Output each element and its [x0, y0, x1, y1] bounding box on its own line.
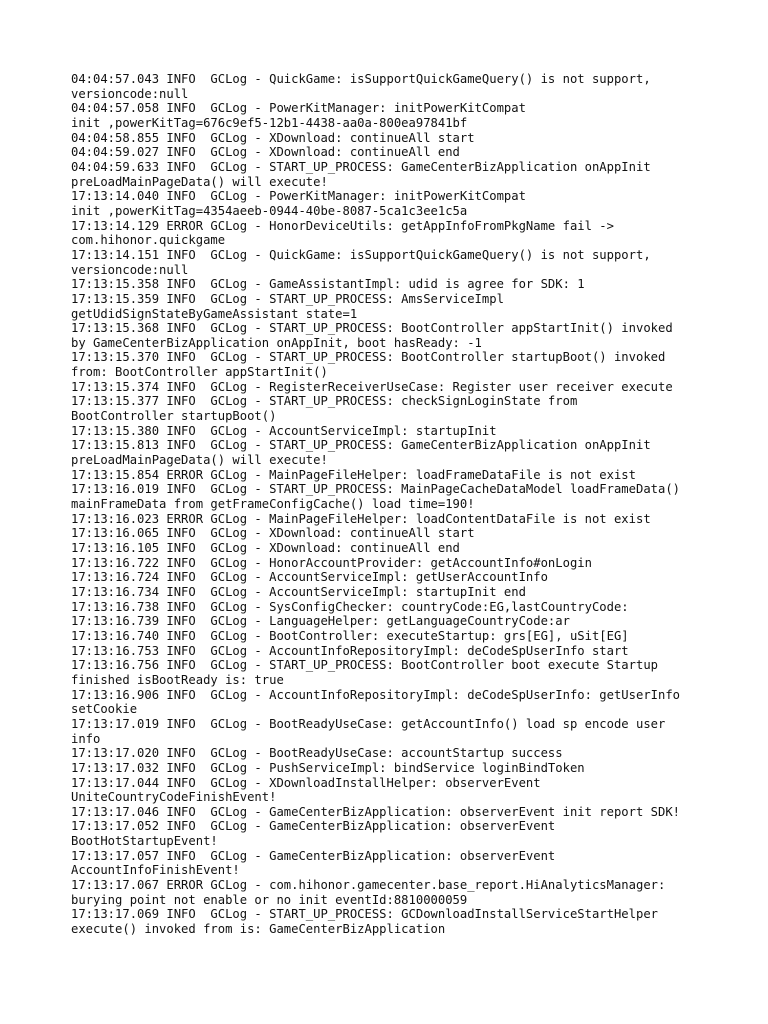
- log-line: com.hihonor.quickgame: [71, 233, 226, 248]
- log-line: 17:13:15.359 INFO GCLog - START_UP_PROCESS: AmsServiceImpl: [71, 291, 504, 306]
- log-line: 17:13:16.105 INFO GCLog - XDownload: continueAll end: [71, 541, 460, 555]
- log-line: info: [71, 731, 101, 746]
- log-line: 17:13:16.724 INFO GCLog - AccountServiceImpl: getUserAccountInfo: [71, 570, 548, 585]
- log-line: versioncode:null: [71, 86, 189, 101]
- log-line: 17:13:17.067 ERROR GCLog - com.hihonor.gamecenter.base_report.HiAnalyticsManager:: [71, 878, 666, 893]
- log-line: 17:13:16.722 INFO GCLog - HonorAccountProvider: getAccountInfo#onLogin: [71, 555, 592, 570]
- log-line: 17:13:17.052 INFO GCLog - GameCenterBizApplication: observerEvent: [71, 819, 556, 834]
- log-line: from: BootController appStartInit(): [71, 365, 328, 380]
- log-line: 17:13:15.370 INFO GCLog - START_UP_PROCESS: BootController startupBoot() invoked: [71, 350, 666, 365]
- log-line: 17:13:15.377 INFO GCLog - START_UP_PROCESS: checkSignLoginState from: [71, 394, 578, 409]
- log-line: 04:04:57.058 INFO GCLog - PowerKitManager: initPowerKitCompat: [71, 101, 526, 116]
- log-line: getUdidSignStateByGameAssistant state=1: [71, 306, 358, 321]
- log-line: finished isBootReady is: true: [71, 672, 284, 687]
- log-line: UniteCountryCodeFinishEvent!: [71, 790, 277, 805]
- log-line: 17:13:16.740 INFO GCLog - BootController: executeStartup: grs[EG], uSit[EG]: [71, 628, 629, 643]
- log-line: burying point not enable or no init eventId:8810000059: [71, 892, 468, 907]
- log-line: 17:13:15.358 INFO GCLog - GameAssistantImpl: udid is agree for SDK: 1: [71, 277, 585, 292]
- log-line: 17:13:16.906 INFO GCLog - AccountInfoRepositoryImpl: deCodeSpUserInfo: getUserInfo: [71, 687, 681, 702]
- log-line: 17:13:16.739 INFO GCLog - LanguageHelper: getLanguageCountryCode:ar: [71, 614, 570, 629]
- log-line: 17:13:14.151 INFO GCLog - QuickGame: isSupportQuickGameQuery() is not support,: [71, 247, 651, 262]
- log-line: 04:04:58.855 INFO GCLog - XDownload: continueAll start: [71, 130, 475, 145]
- log-line: 17:13:17.019 INFO GCLog - BootReadyUseCase: getAccountInfo() load sp encode user: [71, 716, 666, 731]
- log-line: 17:13:15.374 INFO GCLog - RegisterReceiverUseCase: Register user receiver execute: [71, 379, 673, 394]
- log-line: execute() invoked from is: GameCenterBizApplication: [71, 922, 446, 937]
- log-line: init ,powerKitTag=4354aeeb-0944-40be-8087-5ca1c3ee1c5a: [71, 203, 468, 218]
- log-line: 17:13:16.756 INFO GCLog - START_UP_PROCESS: BootController boot execute Startup: [71, 658, 658, 673]
- log-line: 17:13:15.368 INFO GCLog - START_UP_PROCESS: BootController appStartInit() invoked: [71, 321, 673, 336]
- log-text-block: [71, 72, 711, 937]
- log-line: 17:13:16.023 ERROR GCLog - MainPageFileHelper: loadContentDataFile is not exist: [71, 511, 651, 526]
- log-line: BootHotStartupEvent!: [71, 834, 218, 849]
- log-line: 17:13:14.040 INFO GCLog - PowerKitManager: initPowerKitCompat: [71, 189, 526, 204]
- log-line: 17:13:16.734 INFO GCLog - AccountServiceImpl: startupInit end: [71, 584, 526, 599]
- log-line: 17:13:17.057 INFO GCLog - GameCenterBizApplication: observerEvent: [71, 848, 556, 863]
- log-line: 17:13:15.380 INFO GCLog - AccountServiceImpl: startupInit: [71, 423, 497, 438]
- log-line: 17:13:14.129 ERROR GCLog - HonorDeviceUtils: getAppInfoFromPkgName fail ->: [71, 218, 614, 233]
- log-line: versioncode:null: [71, 262, 189, 277]
- log-line: 04:04:59.027 INFO GCLog - XDownload: continueAll end: [71, 145, 460, 160]
- log-line: 04:04:59.633 INFO GCLog - START_UP_PROCESS: GameCenterBizApplication onAppInit: [71, 159, 651, 174]
- log-line: AccountInfoFinishEvent!: [71, 863, 240, 878]
- log-line: init ,powerKitTag=676c9ef5-12b1-4438-aa0a-800ea97841bf: [71, 115, 468, 130]
- log-line: 17:13:16.019 INFO GCLog - START_UP_PROCESS: MainPageCacheDataModel loadFrameData(): [71, 482, 681, 497]
- log-line: 04:04:57.043 INFO GCLog - QuickGame: isSupportQuickGameQuery() is not support,: [71, 72, 651, 86]
- log-line: 17:13:15.813 INFO GCLog - START_UP_PROCESS: GameCenterBizApplication onAppInit: [71, 438, 651, 453]
- log-line: by GameCenterBizApplication onAppInit, boot hasReady: -1: [71, 335, 482, 350]
- log-line: 17:13:17.069 INFO GCLog - START_UP_PROCESS: GCDownloadInstallServiceStartHelper: [71, 907, 658, 922]
- log-line: 17:13:17.020 INFO GCLog - BootReadyUseCase: accountStartup success: [71, 746, 563, 761]
- log-line: setCookie: [71, 702, 138, 717]
- log-line: preLoadMainPageData() will execute!: [71, 174, 328, 189]
- log-line: 17:13:15.854 ERROR GCLog - MainPageFileHelper: loadFrameDataFile is not exist: [71, 467, 636, 482]
- log-line: 17:13:16.065 INFO GCLog - XDownload: continueAll start: [71, 526, 475, 541]
- log-line: preLoadMainPageData() will execute!: [71, 453, 328, 468]
- log-line: BootController startupBoot(): [71, 409, 277, 424]
- log-line: 17:13:17.046 INFO GCLog - GameCenterBizApplication: observerEvent init report SDK!: [71, 804, 681, 819]
- log-line: 17:13:16.753 INFO GCLog - AccountInfoRepositoryImpl: deCodeSpUserInfo start: [71, 643, 629, 658]
- log-line: 17:13:16.738 INFO GCLog - SysConfigChecker: countryCode:EG,lastCountryCode:: [71, 599, 629, 614]
- log-line: 17:13:17.044 INFO GCLog - XDownloadInstallHelper: observerEvent: [71, 775, 541, 790]
- log-line: mainFrameData from getFrameConfigCache() load time=190!: [71, 497, 475, 512]
- log-line: 17:13:17.032 INFO GCLog - PushServiceImpl: bindService loginBindToken: [71, 760, 585, 775]
